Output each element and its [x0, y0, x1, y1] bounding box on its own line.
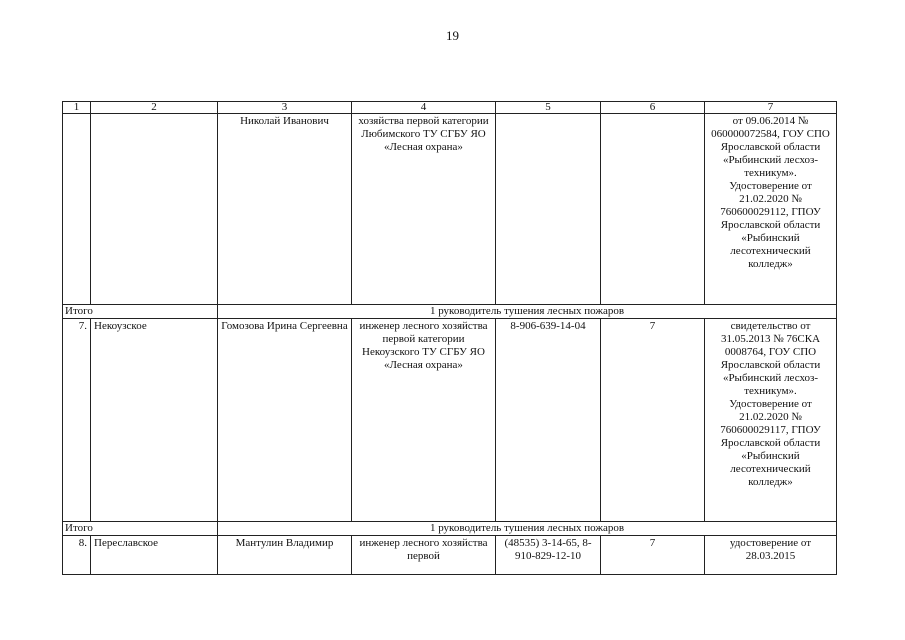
- certificates-cell: [705, 319, 837, 522]
- table-row: [63, 536, 837, 575]
- total-text: 1 руководитель тушения лесных пожаров: [218, 522, 837, 536]
- row-number: [63, 114, 91, 305]
- header-cell-5: 5: [496, 102, 601, 114]
- total-row: [63, 522, 837, 536]
- certificates-text: удостоверение от 28.03.2015: [705, 536, 837, 575]
- certificates-text: свидетельство от 31.05.2013 № 76СКА 0008764, ГОУ СПО Ярославской области «Рыбинский лесхоз-техникум». Удостоверение от 21.02.2020 № 760600029117, ГПОУ Ярославской области «Рыбинский лесотехнический колледж»: [720, 320, 821, 488]
- officer-name: Гомозова Ирина Сергеевна: [218, 319, 352, 522]
- officer-phone: (48535) 3-14-65, 8-910-829-12-10: [496, 536, 601, 575]
- row-number: 8.: [63, 536, 91, 575]
- total-label: Итого: [63, 522, 218, 536]
- experience-value: 7: [601, 319, 705, 522]
- experience-value: 7: [601, 536, 705, 575]
- district-name: [91, 114, 218, 305]
- table-row: [63, 319, 837, 522]
- row-number: 7.: [63, 319, 91, 522]
- officer-name: Николай Иванович: [218, 114, 352, 305]
- page-number: 19: [446, 28, 459, 43]
- officer-position: инженер лесного хозяйства первой: [352, 536, 496, 575]
- certificates-text: от 09.06.2014 № 060000072584, ГОУ СПО Ярославской области «Рыбинский лесхоз-техникум». Удостоверение от 21.02.2020 № 760600029112, ГПОУ Ярославской области «Рыбинский лесотехнический колледж»: [711, 115, 830, 270]
- district-name: Переславское: [91, 536, 218, 575]
- table-row: [63, 114, 837, 305]
- header-cell-6: 6: [601, 102, 705, 114]
- district-name: Некоузское: [91, 319, 218, 522]
- header-cell-7: 7: [705, 102, 837, 114]
- fire-officers-table: [62, 101, 837, 575]
- total-text: 1 руководитель тушения лесных пожаров: [218, 305, 837, 319]
- total-label: Итого: [63, 305, 218, 319]
- officer-position: инженер лесного хозяйства первой категории Некоузского ТУ СГБУ ЯО «Лесная охрана»: [352, 319, 496, 522]
- header-cell-1: 1: [63, 102, 91, 114]
- officer-position: хозяйства первой категории Любимского ТУ СГБУ ЯО «Лесная охрана»: [352, 114, 496, 305]
- officer-name: Мантулин Владимир: [218, 536, 352, 575]
- experience-value: [601, 114, 705, 305]
- header-cell-2: 2: [91, 102, 218, 114]
- header-cell-4: 4: [352, 102, 496, 114]
- certificates-cell: [705, 114, 837, 305]
- officer-phone: 8-906-639-14-04: [496, 319, 601, 522]
- total-row: [63, 305, 837, 319]
- officer-phone: [496, 114, 601, 305]
- header-cell-3: 3: [218, 102, 352, 114]
- table-header-row: [63, 102, 837, 114]
